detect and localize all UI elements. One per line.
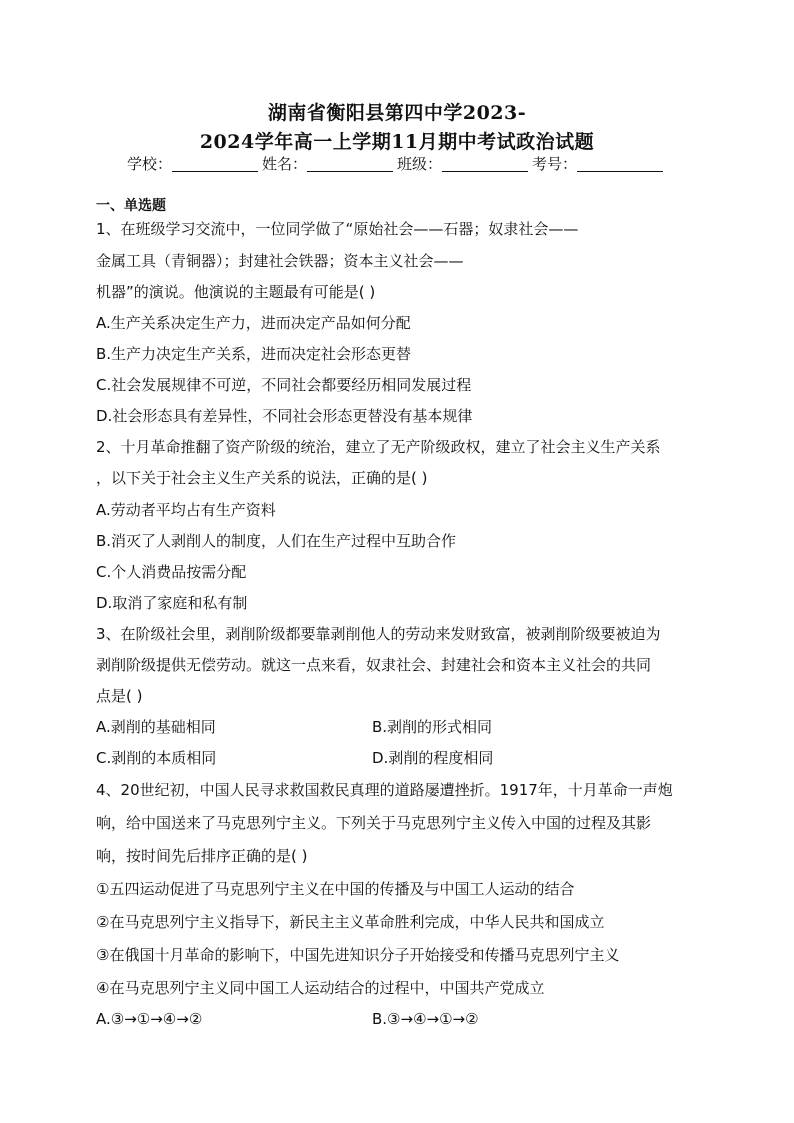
- q4-option-a: A.③→①→④→②: [96, 1010, 203, 1028]
- q3-option-b: B.剥削的形式相同: [372, 718, 493, 736]
- id-blank: [577, 156, 663, 172]
- q1-stem-line-2: 金属工具（青铜器）；封建社会铁器；资本主义社会——: [96, 252, 464, 270]
- q2-option-c: C.个人消费品按需分配: [96, 563, 247, 581]
- q3-stem-line-3: 点是( ): [96, 687, 143, 705]
- school-label: 学校：: [126, 155, 172, 173]
- q4-item-3: ③在俄国十月革命的影响下，中国先进知识分子开始接受和传播马克思列宁主义: [96, 946, 620, 964]
- class-blank: [442, 156, 528, 172]
- student-info-row: [0, 153, 794, 174]
- q3-option-a: A.剥削的基础相同: [96, 718, 216, 736]
- q4-item-2: ②在马克思列宁主义指导下，新民主主义革命胜利完成，中华人民共和国成立: [96, 913, 605, 931]
- q1-stem-line-1: 1、在班级学习交流中，一位同学做了“原始社会——石器；奴隶社会——: [96, 220, 579, 238]
- q4-item-1: ①五四运动促进了马克思列宁主义在中国的传播及与中国工人运动的结合: [96, 880, 575, 898]
- q1-stem-line-3: 机器”的演说。他演说的主题最有可能是( ): [96, 283, 376, 301]
- class-label: 班级：: [397, 155, 443, 173]
- q2-option-b: B.消灭了人剥削人的制度，人们在生产过程中互助合作: [96, 532, 457, 550]
- q1-option-c: C.社会发展规律不可逆，不同社会都要经历相同发展过程: [96, 376, 472, 394]
- name-blank: [307, 156, 393, 172]
- q3-stem-line-2: 剥削阶级提供无偿劳动。就这一点来看，奴隶社会、封建社会和资本主义社会的共同: [96, 656, 652, 674]
- q4-stem-line-3: 响，按时间先后排序正确的是( ): [96, 847, 308, 865]
- school-blank: [172, 156, 258, 172]
- q4-stem-line-2: 响，给中国送来了马克思列宁主义。下列关于马克思列宁主义传入中国的过程及其影: [96, 814, 652, 832]
- q3-stem-line-1: 3、在阶级社会里，剥削阶级都要靠剥削他人的劳动来发财致富，被剥削阶级要被迫为: [96, 625, 661, 643]
- exam-title-line-1: 湖南省衡阳县第四中学2023-: [267, 102, 527, 124]
- q3-option-c: C.剥削的本质相同: [96, 749, 217, 767]
- id-label: 考号：: [532, 155, 578, 173]
- exam-title-line-2: 2024学年高一上学期11月期中考试政治试题: [199, 131, 595, 153]
- q2-option-d: D.取消了家庭和私有制: [96, 594, 248, 612]
- q1-option-b: B.生产力决定生产关系，进而决定社会形态更替: [96, 345, 412, 363]
- q4-option-b: B.③→④→①→②: [372, 1010, 479, 1028]
- q2-stem-line-2: ，以下关于社会主义生产关系的说法，正确的是( ): [96, 469, 428, 487]
- q1-option-a: A.生产关系决定生产力，进而决定产品如何分配: [96, 314, 411, 332]
- q1-option-d: D.社会形态具有差异性，不同社会形态更替没有基本规律: [96, 407, 473, 425]
- q4-stem-line-1: 4、20世纪初，中国人民寻求救国救民真理的道路屡遭挫折。1917年，十月革命一声炮: [96, 781, 673, 799]
- q2-option-a: A.劳动者平均占有生产资料: [96, 501, 276, 519]
- q3-option-d: D.剥削的程度相同: [372, 749, 494, 767]
- name-label: 姓名：: [261, 155, 307, 173]
- q2-stem-line-1: 2、十月革命推翻了资产阶级的统治，建立了无产阶级政权，建立了社会主义生产关系: [96, 438, 661, 456]
- q4-item-4: ④在马克思列宁主义同中国工人运动结合的过程中，中国共产党成立: [96, 979, 545, 997]
- section-title: 一、单选题: [96, 198, 166, 214]
